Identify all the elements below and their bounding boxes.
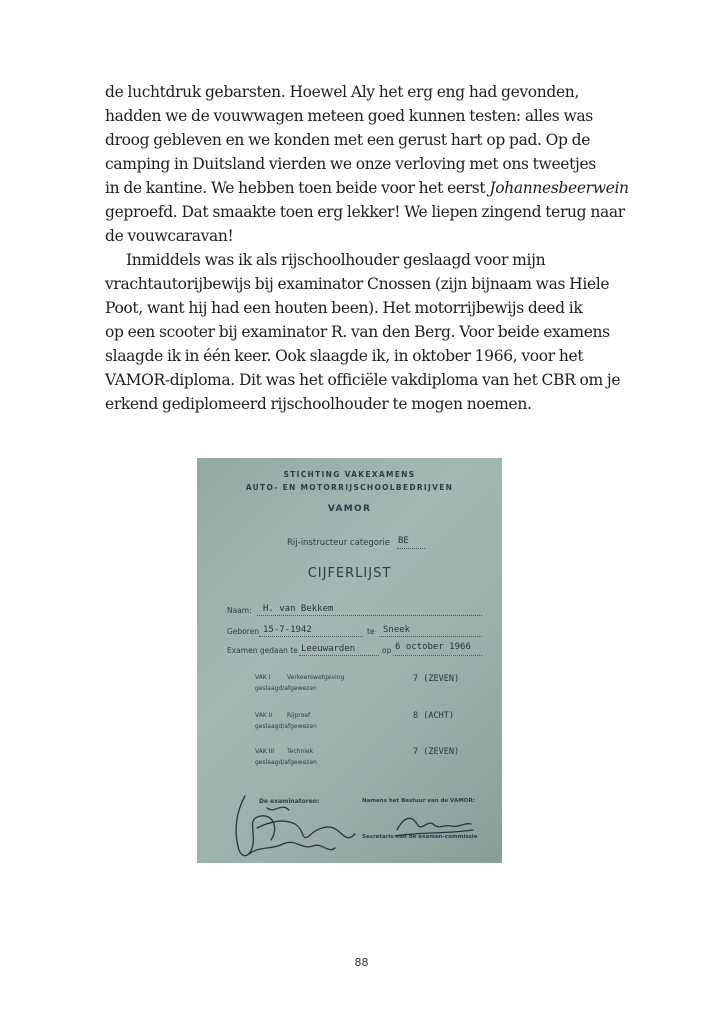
born-place-label: te	[367, 627, 375, 636]
text-line: droog gebleven en we konden met een gerust hart op pad. Op de	[105, 131, 591, 149]
org-line-1: STICHTING VAKEXAMENS	[283, 470, 416, 479]
name-value: H. van Bekkem	[263, 604, 334, 614]
text-line	[105, 176, 629, 200]
text-line: op een scooter bij examinator R. van den Berg. Voor beide examens	[105, 323, 610, 341]
text-line: VAMOR-diploma. Dit was het officiële vakdiploma van het CBR om je	[105, 371, 621, 389]
exam-date: 6 october 1966	[395, 642, 471, 652]
subject-vak: VAK II	[255, 712, 273, 719]
signatures-drawing	[197, 458, 502, 863]
exam-label: Examen gedaan te	[227, 646, 298, 655]
born-value: 15-7-1942	[263, 625, 312, 635]
paragraph-1	[105, 80, 629, 248]
body-text	[105, 80, 629, 416]
text-line: de vouwcaravan!	[105, 227, 234, 245]
subject-name: Rijproef	[287, 712, 311, 719]
subject-status: geslaagd/afgewezen	[255, 759, 317, 766]
subject-grade: 8 (ACHT)	[413, 711, 454, 721]
paragraph-2	[105, 248, 625, 416]
org-short: VAMOR	[327, 504, 372, 514]
subject-grade: 7 (ZEVEN)	[413, 674, 460, 684]
text-line: camping in Duitsland vierden we onze verloving met ons tweetjes	[105, 155, 596, 173]
text-line: slaagde ik in één keer. Ook slaagde ik, in oktober 1966, voor het	[105, 347, 584, 365]
subject-vak: VAK I	[255, 674, 271, 681]
certificate-title: CIJFERLIJST	[307, 566, 392, 581]
subject-grade: 7 (ZEVEN)	[413, 747, 460, 757]
text-line: geproefd. Dat smaakte toen erg lekker! We liepen zingend terug naar	[105, 203, 625, 221]
subject-vak: VAK III	[255, 748, 274, 755]
exam-date-label: op	[382, 646, 392, 655]
text-line: Poot, want hij had een houten been). Het motorrijbewijs deed ik	[105, 299, 583, 317]
page-number: 88	[354, 956, 369, 969]
subject-status: geslaagd/afgewezen	[255, 685, 317, 692]
born-place-value: Sneek	[383, 625, 411, 635]
category-value: BE	[398, 536, 409, 546]
certificate-photo	[197, 458, 502, 863]
board-label: Namens het Bestuur van de VAMOR:	[362, 798, 475, 804]
born-label: Geboren	[227, 627, 260, 636]
exam-place: Leeuwarden	[301, 644, 356, 654]
secretary-label: Secretaris van de examen-commissie	[362, 834, 478, 840]
text-line: hadden we de vouwwagen meteen goed kunnen testen: alles was	[105, 107, 593, 125]
italic-term: Johannesbeerwein	[489, 179, 629, 197]
subject-name: Techniek	[287, 748, 314, 755]
text-fragment: in de kantine. We hebben toen beide voor het eerst	[105, 179, 490, 197]
text-line: erkend gediplomeerd rijschoolhouder te mogen noemen.	[105, 395, 532, 413]
subject-name: Verkeerswetgeving	[287, 674, 345, 681]
examiners-label: De examinatoren:	[259, 798, 320, 805]
category-label: Rij-instructeur categorie	[287, 538, 391, 548]
text-line: Inmiddels was ik als rijschoolhouder geslaagd voor mijn	[126, 251, 546, 269]
org-line-2: AUTO- EN MOTORRIJSCHOOLBEDRIJVEN	[245, 483, 454, 492]
name-label: Naam:	[227, 606, 252, 615]
text-line: vrachtautorijbewijs bij examinator Cnossen (zijn bijnaam was Hiele	[105, 275, 610, 293]
subject-status: geslaagd/afgewezen	[255, 723, 317, 730]
text-line: de luchtdruk gebarsten. Hoewel Aly het erg eng had gevonden,	[105, 83, 580, 101]
